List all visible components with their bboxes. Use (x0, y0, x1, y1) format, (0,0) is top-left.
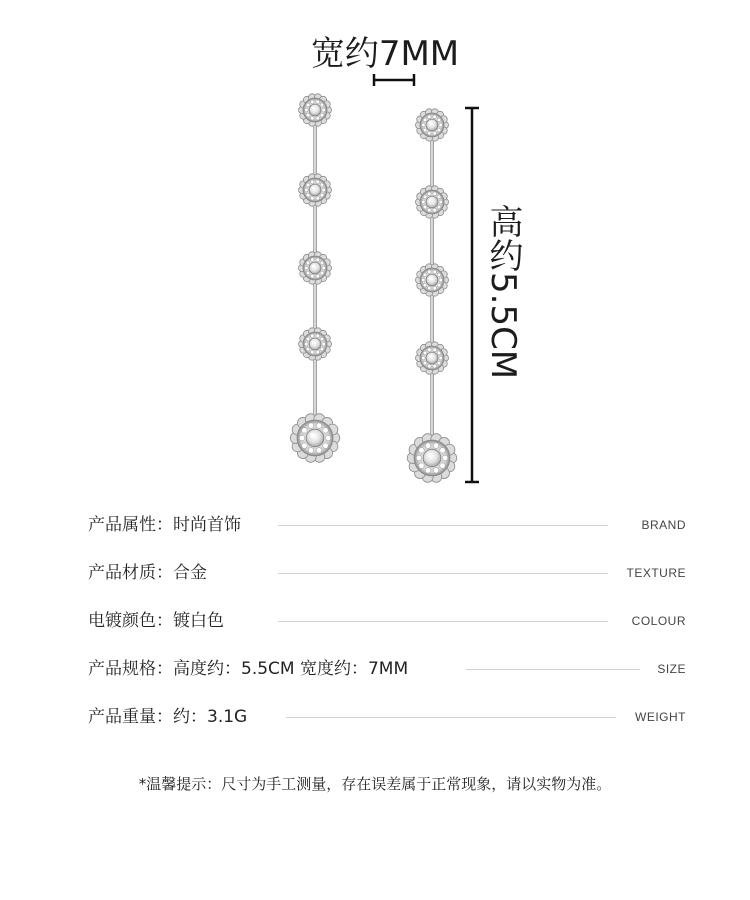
spec-divider (466, 669, 640, 670)
spec-label-texture: 产品材质：合金 (88, 563, 207, 583)
spec-tag-brand: BRAND (641, 518, 686, 532)
earring-pair-image (270, 90, 470, 500)
spec-label-weight: 产品重量：约：3.1G (88, 707, 248, 727)
spec-label-colour: 电镀颜色：镀白色 (88, 611, 224, 631)
flower-charm (298, 328, 331, 360)
chain-link (430, 371, 434, 440)
spec-divider (278, 621, 608, 622)
spec-tag-size: SIZE (657, 662, 686, 676)
spec-tag-weight: WEIGHT (635, 710, 686, 724)
spec-tag-colour: COLOUR (631, 614, 686, 628)
spec-divider (278, 573, 608, 574)
spec-label-size: 产品规格：高度约：5.5CM 宽度约：7MM (88, 659, 409, 679)
width-dimension-label: 宽约7MM (310, 34, 460, 74)
spec-row-size (88, 654, 686, 684)
width-ruler (372, 72, 416, 88)
flower-charm (415, 264, 448, 296)
chain-link (430, 138, 434, 190)
chain-link (313, 203, 317, 256)
measurement-disclaimer: *温馨提示：尺寸为手工测量，存在误差属于正常现象，请以实物为准。 (138, 775, 612, 793)
spec-divider (286, 717, 616, 718)
chain-link (313, 281, 317, 332)
spec-row-texture (88, 558, 686, 588)
chain-link (313, 123, 317, 178)
spec-row-weight (88, 702, 686, 732)
chain-link (430, 215, 434, 268)
left-earring (290, 94, 340, 462)
right-earring (407, 109, 457, 482)
chain-link (430, 293, 434, 346)
flower-charm (415, 186, 448, 218)
drop-charm (407, 434, 457, 483)
spec-label-brand: 产品属性：时尚首饰 (88, 515, 241, 535)
spec-row-brand (88, 510, 686, 540)
height-dimension-label: 高约5.5CM (483, 204, 523, 380)
flower-charm (298, 174, 331, 206)
drop-charm (290, 414, 340, 463)
spec-row-colour (88, 606, 686, 636)
chain-link (313, 357, 317, 420)
spec-divider (278, 525, 608, 526)
flower-charm (298, 252, 331, 284)
spec-tag-texture: TEXTURE (626, 566, 686, 580)
flower-charm (415, 109, 448, 141)
flower-charm (298, 94, 331, 126)
flower-charm (415, 342, 448, 374)
